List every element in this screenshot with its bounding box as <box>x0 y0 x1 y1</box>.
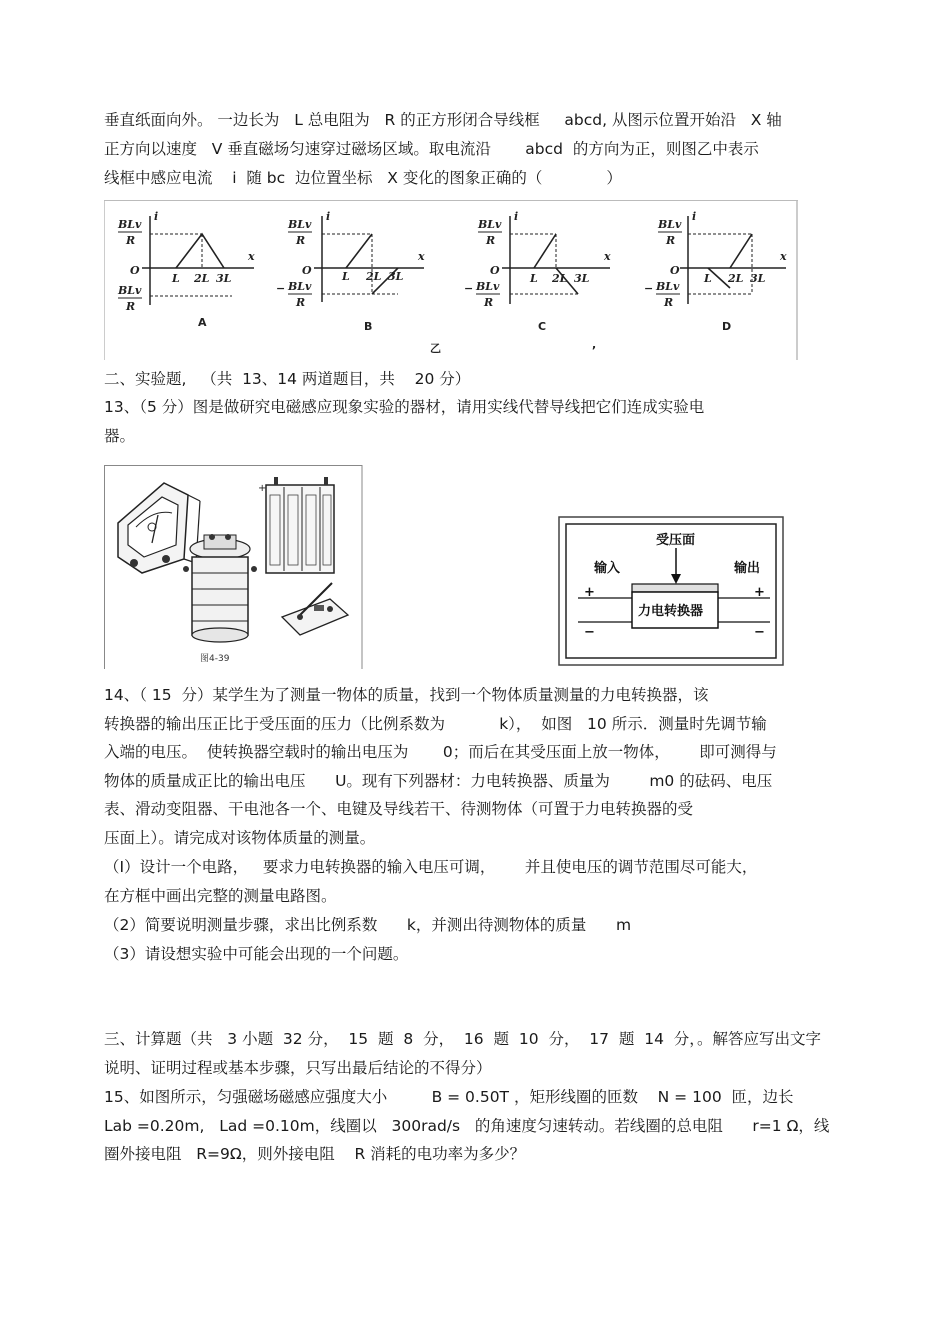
svg-text:O: O <box>490 264 500 277</box>
svg-text:2L: 2L <box>366 270 382 283</box>
q14-line-6: 压面上）。请完成对该物体质量的测量。 <box>104 829 376 847</box>
svg-text:−: − <box>464 282 474 295</box>
svg-text:BLv: BLv <box>288 218 312 231</box>
svg-text:+: + <box>258 483 267 494</box>
svg-text:R: R <box>126 234 136 247</box>
svg-text:R: R <box>296 234 306 247</box>
graph-panel-c <box>464 210 611 333</box>
svg-text:R: R <box>666 234 676 247</box>
svg-text:2L: 2L <box>552 272 568 285</box>
svg-text:2L: 2L <box>728 272 744 285</box>
svg-text:O: O <box>302 264 312 277</box>
q15-line-3: 圈外接电阻 R=9Ω，则外接电阻 R 消耗的电功率为多少？ <box>104 1145 526 1163</box>
svg-text:L: L <box>172 272 180 285</box>
graph-panel-a <box>117 210 255 329</box>
output-minus: − <box>754 625 765 640</box>
graph-figure <box>104 200 798 360</box>
q14-part-3: （3）请设想实验中可能会出现的一个问题。 <box>104 945 409 963</box>
q14-line-3: 入端的电压。 使转换器空载时的输出电压为 0；而后在其受压面上放一物体， 即可测得与 <box>104 743 777 761</box>
press-surface-label: 受压面 <box>656 533 696 548</box>
text-line-2: 正方向以速度 V 垂直磁场匀速穿过磁场区域。取电流沿 abcd 的方向为正，则图乙中表示 <box>104 140 759 158</box>
svg-text:R: R <box>126 300 136 313</box>
q13-line-2: 器。 <box>104 427 136 445</box>
q14-part-1-cont: 在方框中画出完整的测量电路图。 <box>104 887 337 905</box>
section-3-heading: 三、计算题（共 3 小题 32 分， 15 题 8 分， 16 题 10 分， 17 题 14 分，。解答应写出文字 <box>104 1030 822 1048</box>
q14-part-1: （I）设计一个电路， 要求力电转换器的输入电压可调， 并且使电压的调节范围尽可能大， <box>104 858 758 876</box>
svg-text:x: x <box>248 250 255 263</box>
svg-text:L: L <box>342 270 350 283</box>
q14-line-2: 转换器的输出压正比于受压面的压力（比例系数为 k）， 如图 10 所示．测量时先调节输 <box>104 715 767 733</box>
svg-text:2L: 2L <box>194 272 210 285</box>
svg-text:−: − <box>276 282 286 295</box>
converter-device-label: 力电转换器 <box>638 604 704 619</box>
apparatus-figure <box>104 465 364 669</box>
graph-caption-b: B <box>364 320 373 333</box>
switch-icon <box>282 583 348 635</box>
section-3-note: 说明、证明过程或基本步骤，只写出最后结论的不得分） <box>104 1059 492 1077</box>
battery-icon <box>258 477 334 573</box>
svg-text:L: L <box>530 272 538 285</box>
output-label: 输出 <box>734 561 761 576</box>
graph-panel-d <box>644 210 787 333</box>
text-line-3: 线框中感应电流 i 随 bc 边位置坐标 X 变化的图象正确的（ ） <box>104 169 622 187</box>
svg-text:BLv: BLv <box>288 280 312 293</box>
text-line-1: 垂直纸面向外。 一边长为 L 总电阻为 R 的正方形闭合导线框 abcd, 从图示位置开始沿 X 轴 <box>104 111 782 129</box>
svg-text:3L: 3L <box>750 272 766 285</box>
svg-text:L: L <box>704 272 712 285</box>
svg-text:R: R <box>664 296 674 309</box>
svg-text:i: i <box>692 210 697 223</box>
q14-part-2: （2）简要说明测量步骤，求出比例系数 k，并测出待测物体的质量 m <box>104 916 632 934</box>
q15-line-2: Lab =0.20m, Lad =0.10m，线圈以 300rad/s 的角速度匀速转动。若线圈的总电阻 r=1 Ω，线 <box>104 1117 830 1135</box>
svg-text:3L: 3L <box>388 270 404 283</box>
svg-text:i: i <box>514 210 519 223</box>
graph-panel-b <box>276 210 425 333</box>
svg-text:BLv: BLv <box>476 280 500 293</box>
svg-text:R: R <box>296 296 306 309</box>
svg-text:BLv: BLv <box>118 284 142 297</box>
q13-line-1: 13、（5 分）图是做研究电磁感应现象实验的器材，请用实线代替导线把它们连成实验电 <box>104 398 705 416</box>
graph-caption-a: A <box>198 316 207 329</box>
label-blv-top: BLv <box>118 218 142 231</box>
input-label: 输入 <box>594 561 621 576</box>
q14-line-4: 物体的质量成正比的输出电压 U。现有下列器材：力电转换器、质量为 m0 的砝码、电压 <box>104 772 773 790</box>
figure-caption-yi: 乙 <box>430 342 441 355</box>
output-plus: + <box>754 585 765 600</box>
svg-text:x: x <box>780 250 787 263</box>
svg-text:BLv: BLv <box>658 218 682 231</box>
input-plus: + <box>584 585 595 600</box>
coil-icon <box>183 534 257 642</box>
svg-text:x: x <box>418 250 425 263</box>
svg-text:BLv: BLv <box>478 218 502 231</box>
svg-text:O: O <box>670 264 680 277</box>
converter-figure <box>558 516 784 666</box>
q14-line-1: 14、（ 15 分）某学生为了测量一物体的质量，找到一个物体质量测量的力电转换器，该 <box>104 686 709 704</box>
input-minus: − <box>584 625 595 640</box>
svg-text:x: x <box>604 250 611 263</box>
graph-caption-d: D <box>722 320 732 333</box>
svg-text:3L: 3L <box>574 272 590 285</box>
apparatus-caption: 图4-39 <box>200 654 230 664</box>
svg-text:i: i <box>326 210 331 223</box>
svg-text:BLv: BLv <box>656 280 680 293</box>
svg-text:R: R <box>484 296 494 309</box>
svg-text:R: R <box>486 234 496 247</box>
svg-text:3L: 3L <box>216 272 232 285</box>
svg-text:O: O <box>130 264 140 277</box>
svg-text:,: , <box>592 338 597 351</box>
galvanometer-icon <box>118 483 200 573</box>
svg-text:−: − <box>644 282 654 295</box>
svg-text:i: i <box>154 210 159 223</box>
q14-line-5: 表、滑动变阻器、干电池各一个、电键及导线若干、待测物体（可置于力电转换器的受 <box>104 800 694 818</box>
section-2-heading: 二、实验题, （共 13、14 两道题目，共 20 分） <box>104 370 471 388</box>
graph-caption-c: C <box>538 320 547 333</box>
q15-line-1: 15、如图所示，匀强磁场磁感应强度大小 B = 0.50T ，矩形线圈的匝数 N = 100 匝，边长 <box>104 1088 794 1106</box>
